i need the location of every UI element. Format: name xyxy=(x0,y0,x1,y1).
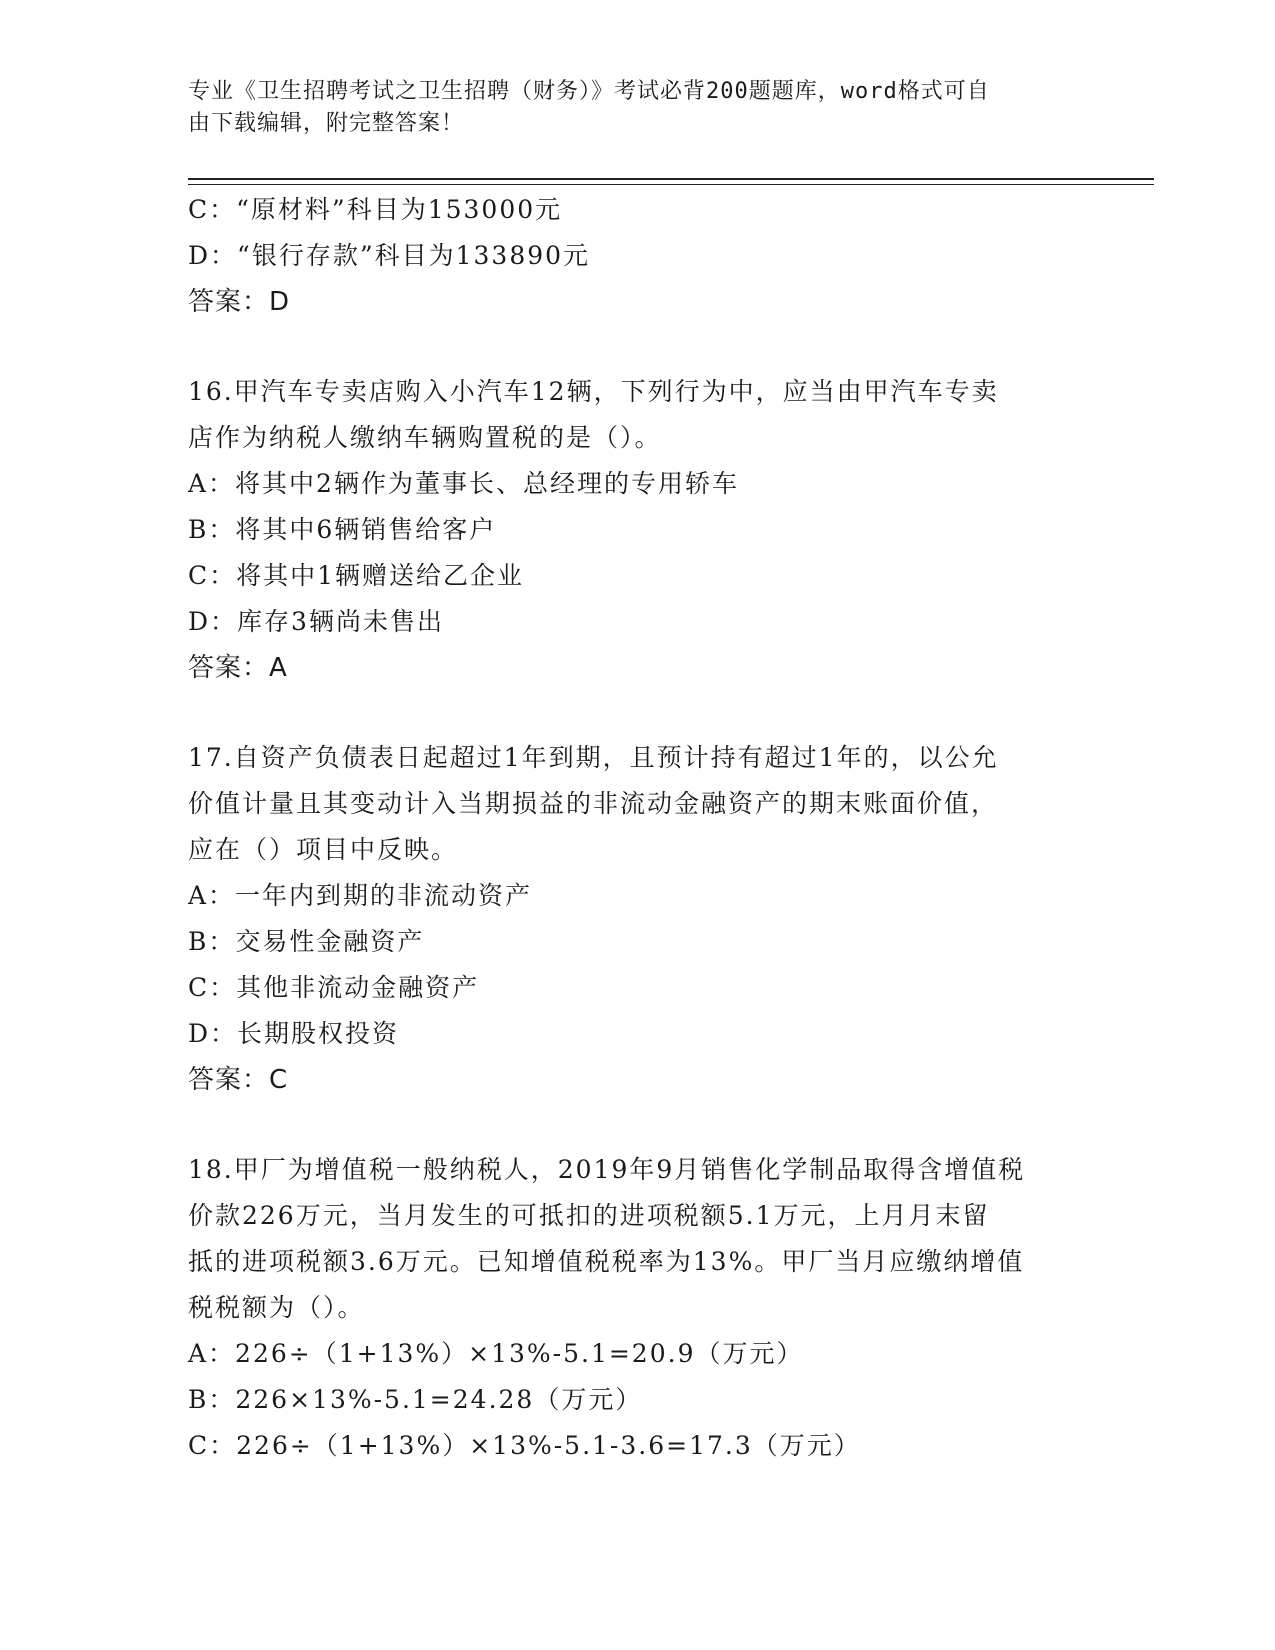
q17-option-c: C：其他非流动金融资产 xyxy=(188,973,480,1002)
header-divider-thick xyxy=(188,178,1154,180)
spacer xyxy=(188,325,1088,369)
q17-stem-line-2: 价值计量且其变动计入当期损益的非流动金融资产的期末账面价值， xyxy=(188,789,999,818)
header-line-1: 专业《卫生招聘考试之卫生招聘（财务）》考试必背200题题库，word格式可自 xyxy=(188,79,990,104)
q18-stem-line-1: 18.甲厂为增值税一般纳税人，2019年9月销售化学制品取得含增值税 xyxy=(188,1155,1026,1184)
q16-answer: 答案：A xyxy=(188,653,288,683)
question-16 xyxy=(188,369,1088,691)
q18-stem-line-4: 税税额为（）。 xyxy=(188,1293,365,1322)
question-content xyxy=(188,187,1088,1469)
q17-stem-line-1: 17.自资产负债表日起超过1年到期，且预计持有超过1年的，以公允 xyxy=(188,743,999,772)
q18-option-c: C：226÷（1+13%）×13%-5.1-3.6=17.3（万元） xyxy=(188,1431,861,1460)
q17-option-b: B：交易性金融资产 xyxy=(188,927,425,956)
spacer xyxy=(188,691,1088,735)
q16-stem-line-2: 店作为纳税人缴纳车辆购置税的是（）。 xyxy=(188,423,662,452)
q17-stem-line-3: 应在（）项目中反映。 xyxy=(188,835,459,864)
question-15-tail xyxy=(188,187,1088,325)
q17-answer: 答案：C xyxy=(188,1065,289,1095)
q16-stem-line-1: 16.甲汽车专卖店购入小汽车12辆，下列行为中，应当由甲汽车专卖 xyxy=(188,377,999,406)
spacer xyxy=(188,1103,1088,1147)
document-header xyxy=(188,76,1068,140)
header-line-2: 由下载编辑，附完整答案！ xyxy=(188,111,465,136)
q15-option-d: D：“银行存款”科目为133890元 xyxy=(188,241,591,270)
q16-option-c: C：将其中1辆赠送给乙企业 xyxy=(188,561,525,590)
header-divider-thin xyxy=(188,184,1154,185)
q18-option-a: A：226÷（1+13%）×13%-5.1=20.9（万元） xyxy=(188,1339,804,1368)
q16-option-d: D：库存3辆尚未售出 xyxy=(188,607,444,636)
q18-stem-line-3: 抵的进项税额3.6万元。已知增值税税率为13%。甲厂当月应缴纳增值 xyxy=(188,1247,1025,1276)
q17-option-d: D：长期股权投资 xyxy=(188,1019,400,1048)
q17-option-a: A：一年内到期的非流动资产 xyxy=(188,881,533,910)
q15-option-c: C：“原材料”科目为153000元 xyxy=(188,195,563,224)
q18-stem-line-2: 价款226万元，当月发生的可抵扣的进项税额5.1万元，上月月末留 xyxy=(188,1201,990,1230)
question-17 xyxy=(188,735,1088,1103)
question-18 xyxy=(188,1147,1088,1469)
q16-option-b: B：将其中6辆销售给客户 xyxy=(188,515,497,544)
q15-answer: 答案：D xyxy=(188,287,291,317)
q16-option-a: A：将其中2辆作为董事长、总经理的专用轿车 xyxy=(188,469,739,498)
q18-option-b: B：226×13%-5.1=24.28（万元） xyxy=(188,1385,643,1414)
